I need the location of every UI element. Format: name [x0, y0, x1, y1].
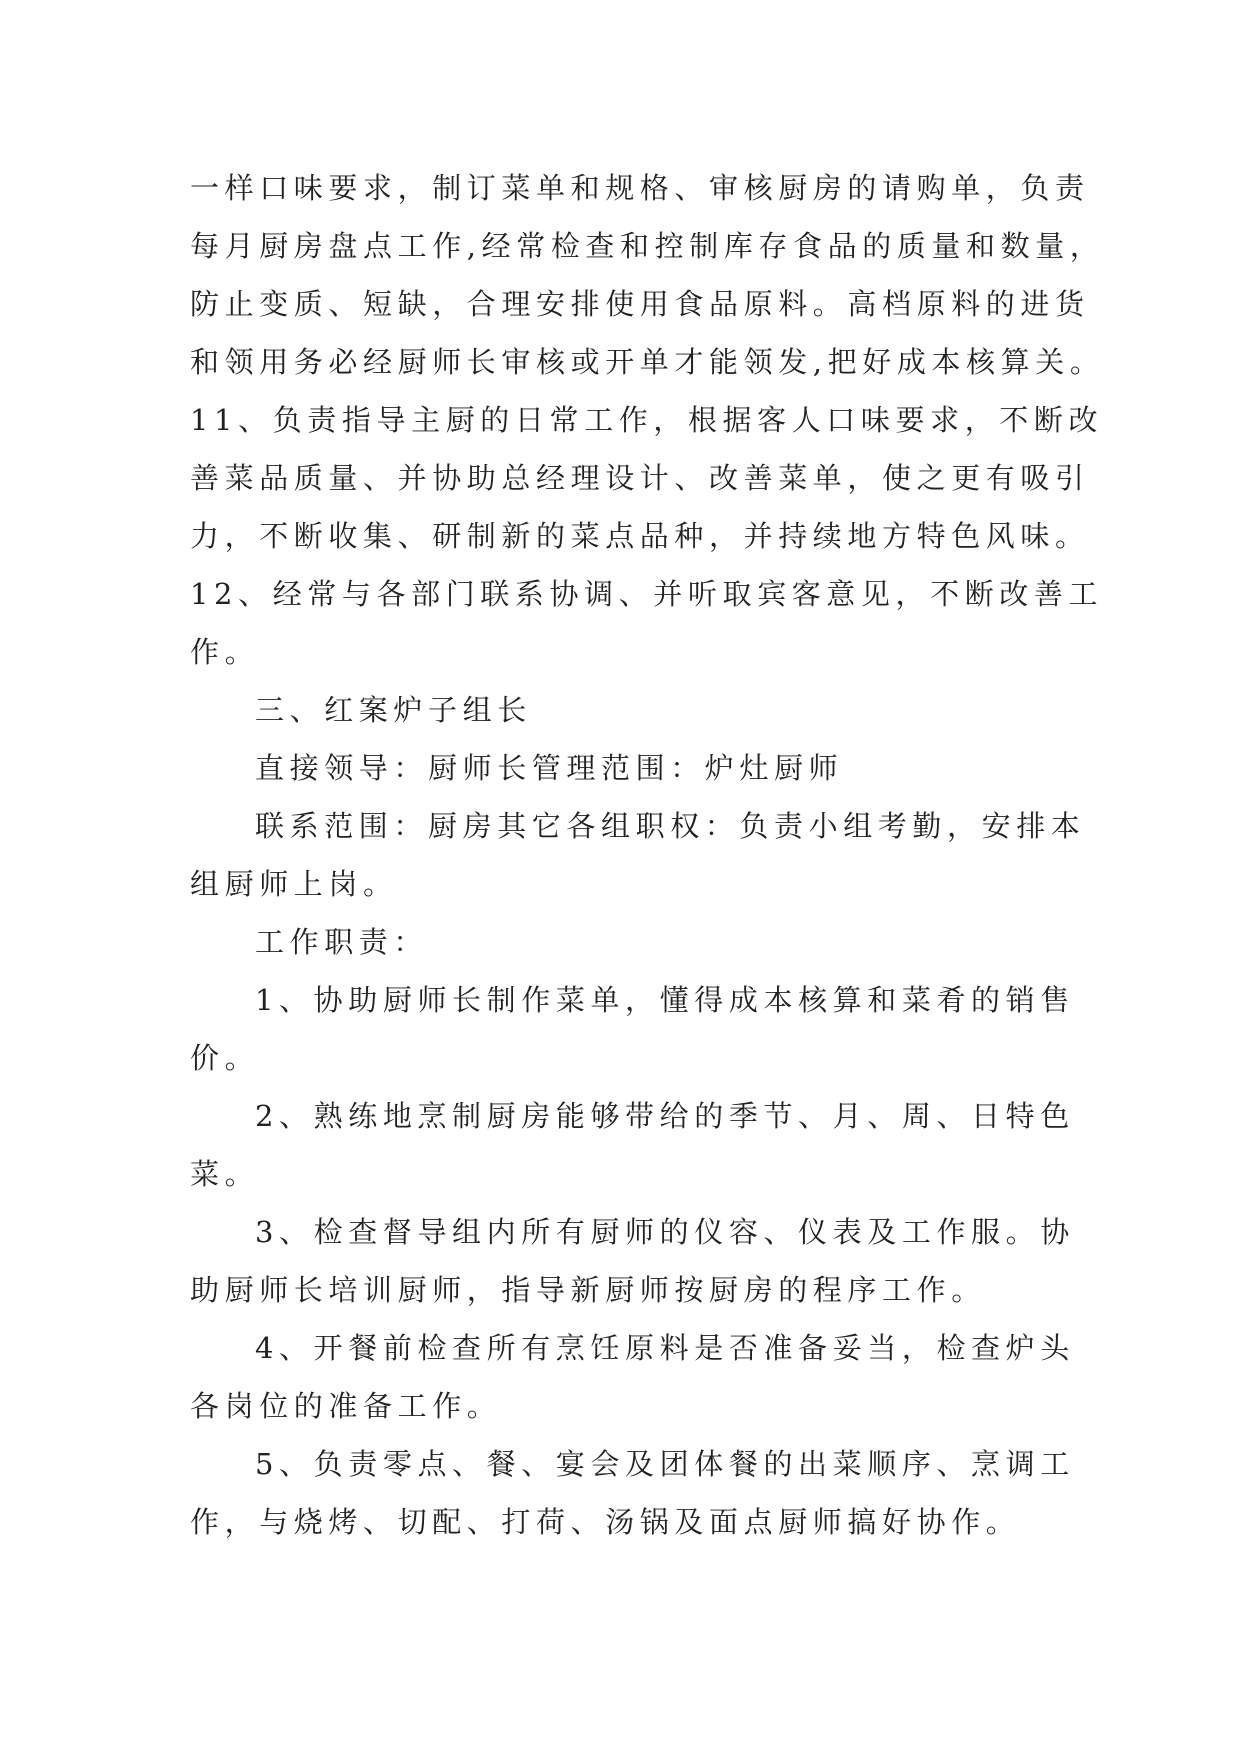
- text-line: 善菜品质量、并协助总经理设计、改善菜单，使之更有吸引: [190, 461, 1090, 495]
- section-heading: 三、红案炉子组长: [255, 693, 532, 727]
- list-item: 2、熟练地烹制厨房能够带给的季节、月、周、日特色: [255, 1099, 1075, 1133]
- text-line: 力，不断收集、研制新的菜点品种，并持续地方特色风味。: [190, 519, 1090, 553]
- text-line: 作。: [190, 635, 260, 669]
- text-line: 价。: [190, 1041, 260, 1075]
- text-line: 联系范围：厨房其它各组职权：负责小组考勤，安排本: [255, 809, 1086, 843]
- text-line: 助厨师长培训厨师，指导新厨师按厨房的程序工作。: [190, 1273, 986, 1307]
- text-line: 防止变质、短缺，合理安排使用食品原料。高档原料的进货: [190, 287, 1090, 321]
- text-line: 各岗位的准备工作。: [190, 1389, 502, 1423]
- text-line: 一样口味要求，制订菜单和规格、审核厨房的请购单，负责: [190, 171, 1090, 205]
- text-line: 组厨师上岗。: [190, 867, 398, 901]
- text-line: 作，与烧烤、切配、打荷、汤锅及面点厨师搞好协作。: [190, 1505, 1021, 1539]
- list-item: 3、检查督导组内所有厨师的仪容、仪表及工作服。协: [255, 1215, 1075, 1249]
- text-line: 菜。: [190, 1157, 260, 1191]
- text-line: 每月厨房盘点工作,经常检查和控制库存食品的质量和数量，: [190, 229, 1105, 263]
- list-item: 4、开餐前检查所有烹饪原料是否准备妥当，检查炉头: [255, 1331, 1075, 1365]
- list-item: 1、协助厨师长制作菜单，懂得成本核算和菜肴的销售: [255, 983, 1075, 1017]
- text-line: 11、负责指导主厨的日常工作，根据客人口味要求，不断改: [190, 403, 1104, 437]
- text-line: 工作职责：: [255, 925, 429, 959]
- text-line: 直接领导：厨师长管理范围：炉灶厨师: [255, 751, 844, 785]
- list-item: 5、负责零点、餐、宴会及团体餐的出菜顺序、烹调工: [255, 1447, 1075, 1481]
- text-line: 和领用务必经厨师长审核或开单才能领发,把好成本核算关。: [190, 345, 1105, 379]
- text-line: 12、经常与各部门联系协调、并听取宾客意见，不断改善工: [190, 577, 1104, 611]
